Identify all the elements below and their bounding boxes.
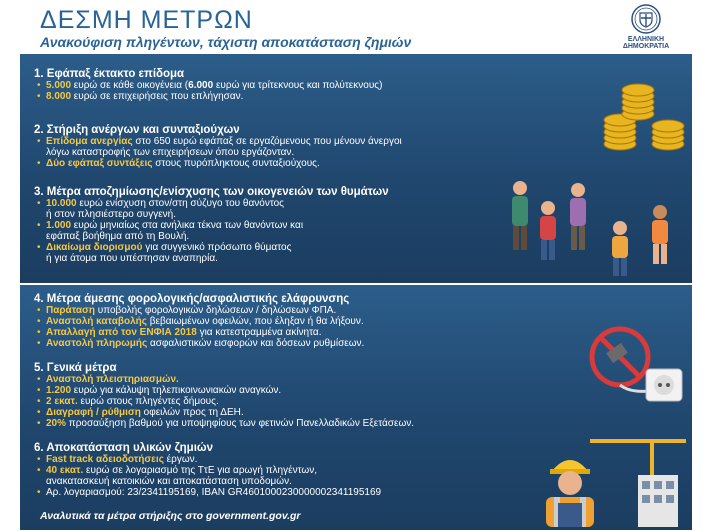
list-item: • 1.200 ευρώ για κάλυψη τηλεπικοινωνιακών αναγκών.	[34, 385, 414, 396]
list-item-continued: εφάπαξ βοήθημα από τη Βουλή.	[46, 231, 190, 242]
list-item-continued: ή για άτομα που υπέστησαν αναπηρία.	[46, 253, 218, 264]
header	[0, 0, 710, 52]
section-5	[34, 362, 414, 429]
list-item: • 8.000 ευρώ σε επιχειρήσεις που επλήγησαν.	[34, 91, 382, 102]
list-item: • Διαγραφή / ρύθμιση οφειλών προς τη ΔΕΗ.	[34, 407, 414, 418]
list-item: • 20% προσαύξηση βαθμού για υποψηφίους των φετινών Πανελλαδικών Εξετάσεων.	[34, 418, 414, 429]
list-item: • 10.000 ευρώ ενίσχυση στον/στη σύζυγο του θανόντος	[34, 198, 389, 209]
construction-worker-icon	[530, 435, 690, 527]
list-item: • Παράταση υποβολής φορολογικών δηλώσεων / δηλώσεων ΦΠΑ.	[34, 305, 364, 316]
list-item: • 5.000 ευρώ σε κάθε οικογένεια (6.000 ευρώ για τρίτεκνους και πολύτεκνους)	[34, 80, 382, 91]
list-item: • Απαλλαγή από τον ΕΝΦΙΑ 2018 για κατεστραμμένα ακίνητα.	[34, 327, 364, 338]
list-item: • Δύο εφάπαξ συντάξεις στους πυρόπληκτους συνταξιούχους.	[34, 158, 402, 169]
list-item-continued: ανακατασκευή κατοικιών και αποκατάσταση υποδομών.	[46, 476, 292, 487]
list-item-continued: λόγω καταστροφής των επιχειρήσεων όπου εργάζονταν.	[46, 147, 295, 158]
page-title: ΔΕΣΜΗ ΜΕΤΡΩΝ	[40, 6, 253, 34]
section-heading: 4. Μέτρα άμεσης φορολογικής/ασφαλιστικής ελάφρυνσης	[34, 293, 350, 305]
measures-panel-top	[20, 54, 692, 283]
section-1	[34, 68, 382, 102]
section-heading: 5. Γενικά μέτρα	[34, 362, 117, 374]
list-item: • Αρ. λογαριασμού: 23/2341195169, IBAN GR4601000230000002341195169	[34, 487, 381, 498]
list-item: • 1.000 ευρώ μηνιαίως στα ανήλικα τέκνα των θανόντων και	[34, 220, 389, 231]
measures-panel-bottom	[20, 285, 692, 530]
list-item: • Αναστολή καταβολής βεβαιωμένων οφειλών, που έληξαν ή θα λήξουν.	[34, 316, 364, 327]
footer-note: Αναλυτικά τα μέτρα στήριξης στο government.gov.gr	[40, 510, 301, 522]
no-plug-icon	[580, 325, 690, 405]
section-2	[34, 124, 402, 169]
section-6	[34, 442, 381, 498]
emblem-label: ΕΛΛΗΝΙΚΗ ΔΗΜΟΚΡΑΤΙΑ	[622, 36, 670, 50]
section-heading: 3. Μέτρα αποζημίωσης/ενίσχυσης των οικογενειών των θυμάτων	[34, 186, 389, 198]
list-item: • Αναστολή πλειστηριασμών.	[34, 374, 414, 385]
section-3	[34, 186, 389, 264]
list-item-continued: ή στον πλησιέστερο συγγενή.	[46, 209, 177, 220]
section-heading: 2. Στήριξη ανέργων και συνταξιούχων	[34, 124, 240, 136]
list-item: • Επίδομα ανεργίας στο 650 ευρώ εφάπαξ σε εργαζόμενους που μένουν άνεργοι	[34, 136, 402, 147]
page-subtitle: Ανακούφιση πληγέντων, τάχιστη αποκατάσταση ζημιών	[40, 34, 412, 50]
section-4	[34, 293, 364, 349]
list-item: • 2 εκατ. ευρώ στους πληγέντες δήμους.	[34, 396, 414, 407]
list-item: • Αναστολή πληρωμής ασφαλιστικών εισφορών και δόσεων ρυθμίσεων.	[34, 338, 364, 349]
section-heading: 1. Εφάπαξ έκτακτο επίδομα	[34, 68, 185, 80]
list-item: • Fast track αδειοδοτήσεις έργων.	[34, 454, 381, 465]
list-item: • Δικαίωμα διορισμού για συγγενικό πρόσωπο θύματος	[34, 242, 389, 253]
section-heading: 6. Αποκατάσταση υλικών ζημιών	[34, 442, 213, 454]
list-item: • 40 εκατ. ευρώ σε λογαριασμό της ΤτΕ για αρωγή πληγέντων,	[34, 465, 381, 476]
coins-icon	[590, 74, 690, 154]
greek-emblem-icon	[606, 4, 686, 50]
family-icon	[500, 176, 690, 281]
